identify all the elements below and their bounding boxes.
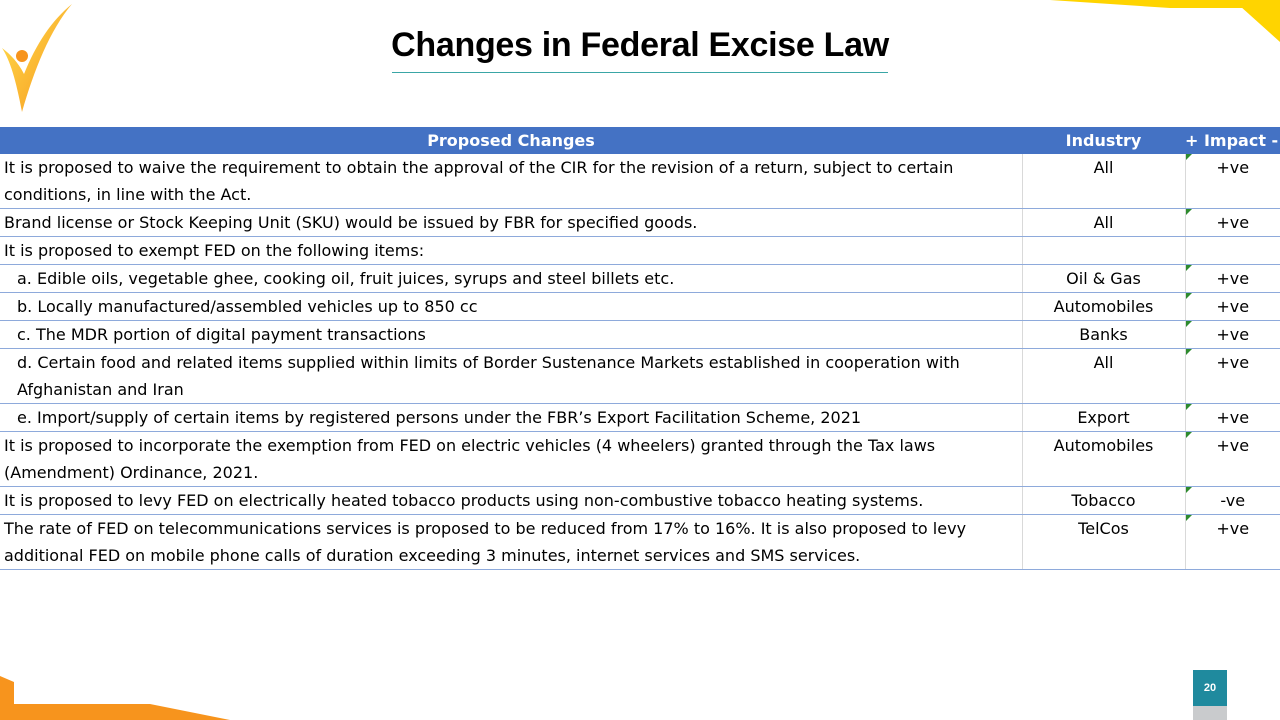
impact-value: +ve <box>1216 158 1250 177</box>
cell-comment-flag-icon <box>1186 404 1192 410</box>
impact-value: +ve <box>1216 436 1250 455</box>
cell-comment-flag-icon <box>1186 154 1192 160</box>
impact-value: +ve <box>1216 325 1250 344</box>
cell-comment-flag-icon <box>1186 265 1192 271</box>
impact-cell <box>1185 404 1280 432</box>
impact-value: -ve <box>1220 491 1246 510</box>
industry-cell: All <box>1022 154 1185 209</box>
impact-cell <box>1185 432 1280 487</box>
change-cell: It is proposed to incorporate the exemption from FED on electric vehicles (4 wheelers) granted through the Tax laws (Amendment) Ordinance, 2021. <box>0 432 1022 487</box>
change-cell: It is proposed to levy FED on electrically heated tobacco products using non-combustive tobacco heating systems. <box>0 487 1022 515</box>
table-row <box>0 265 1280 293</box>
table-row <box>0 515 1280 570</box>
impact-cell <box>1185 349 1280 404</box>
change-cell: It is proposed to waive the requirement to obtain the approval of the CIR for the revision of a return, subject to certain conditions, in line with the Act. <box>0 154 1022 209</box>
cell-comment-flag-icon <box>1186 349 1192 355</box>
industry-cell: Tobacco <box>1022 487 1185 515</box>
change-cell: The rate of FED on telecommunications services is proposed to be reduced from 17% to 16%. It is also proposed to levy additional FED on mobile phone calls of duration exceeding 3 minutes, internet services and SMS services. <box>0 515 1022 570</box>
change-cell: e. Import/supply of certain items by registered persons under the FBR’s Export Facilitation Scheme, 2021 <box>0 404 1022 432</box>
cell-comment-flag-icon <box>1186 487 1192 493</box>
header-industry: Industry <box>1022 127 1185 154</box>
change-cell: Brand license or Stock Keeping Unit (SKU) would be issued by FBR for specified goods. <box>0 209 1022 237</box>
bottom-left-accent-shape <box>0 676 240 720</box>
impact-value: +ve <box>1216 519 1250 538</box>
table-row <box>0 154 1280 209</box>
table-row <box>0 209 1280 237</box>
table-row <box>0 293 1280 321</box>
cell-comment-flag-icon <box>1186 321 1192 327</box>
impact-cell <box>1185 487 1280 515</box>
impact-cell <box>1185 293 1280 321</box>
cell-comment-flag-icon <box>1186 209 1192 215</box>
industry-cell: Oil & Gas <box>1022 265 1185 293</box>
industry-cell: All <box>1022 349 1185 404</box>
change-cell: c. The MDR portion of digital payment transactions <box>0 321 1022 349</box>
impact-value: +ve <box>1216 408 1250 427</box>
industry-cell: All <box>1022 209 1185 237</box>
table-row <box>0 237 1280 265</box>
change-cell: d. Certain food and related items supplied within limits of Border Sustenance Markets established in cooperation with Afghanistan and Iran <box>0 349 1022 404</box>
impact-cell <box>1185 515 1280 570</box>
cell-comment-flag-icon <box>1186 432 1192 438</box>
impact-cell <box>1185 209 1280 237</box>
change-cell: a. Edible oils, vegetable ghee, cooking oil, fruit juices, syrups and steel billets etc. <box>0 265 1022 293</box>
header-impact: + Impact - <box>1185 127 1280 154</box>
table-row <box>0 487 1280 515</box>
industry-cell: Automobiles <box>1022 432 1185 487</box>
page-number-badge: 20 <box>1193 670 1227 706</box>
industry-cell: Banks <box>1022 321 1185 349</box>
change-cell: b. Locally manufactured/assembled vehicles up to 850 cc <box>0 293 1022 321</box>
header-proposed-changes: Proposed Changes <box>0 127 1022 154</box>
industry-cell: Automobiles <box>1022 293 1185 321</box>
title-underline <box>392 72 888 73</box>
impact-value: +ve <box>1216 297 1250 316</box>
industry-cell <box>1022 237 1185 265</box>
impact-cell <box>1185 237 1280 265</box>
change-cell: It is proposed to exempt FED on the following items: <box>0 237 1022 265</box>
impact-cell <box>1185 154 1280 209</box>
table-header-row <box>0 127 1280 154</box>
page-number-tab <box>1193 706 1227 720</box>
impact-value: +ve <box>1216 353 1250 372</box>
table-row <box>0 404 1280 432</box>
impact-cell <box>1185 321 1280 349</box>
table-row <box>0 321 1280 349</box>
changes-table <box>0 127 1280 570</box>
impact-value: +ve <box>1216 213 1250 232</box>
industry-cell: Export <box>1022 404 1185 432</box>
cell-comment-flag-icon <box>1186 293 1192 299</box>
table-row <box>0 349 1280 404</box>
table-row <box>0 432 1280 487</box>
impact-cell <box>1185 265 1280 293</box>
impact-value: +ve <box>1216 269 1250 288</box>
page-title: Changes in Federal Excise Law <box>391 26 889 64</box>
industry-cell: TelCos <box>1022 515 1185 570</box>
cell-comment-flag-icon <box>1186 515 1192 521</box>
